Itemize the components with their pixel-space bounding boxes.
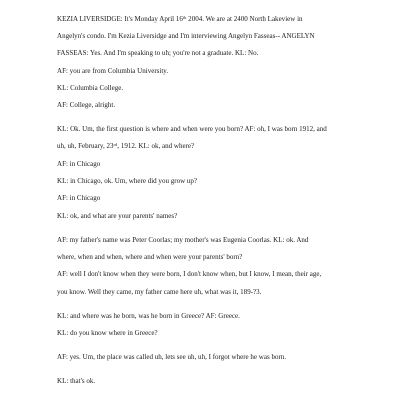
- transcript-line: AF: College, alright.: [57, 101, 116, 109]
- transcript-line: KL: and where was he born, was he born in Greece? AF: Greece.: [57, 312, 240, 320]
- transcript-line: uh, uh, February, 23rd, 1912. KL: ok, and where?: [57, 142, 195, 150]
- transcript-line: KEZIA LIVERSIDGE: It's Monday April 16th 2004. We are at 2400 North Lakeview in: [57, 15, 303, 23]
- transcript-line: KL: Columbia College.: [57, 84, 124, 92]
- transcript-line: you know. Well they came, my father came here uh, what was it, 189-?3.: [57, 288, 262, 296]
- transcript-line: AF: yes. Um, the place was called uh, lets see uh, uh, I forgot where he was born.: [57, 353, 287, 361]
- transcript-line: KL: that's ok.: [57, 377, 96, 385]
- transcript-line: where, when and when, where and when were your parents' born?: [57, 253, 243, 261]
- transcript-line: Angelyn's condo. I'm Kezia Liversidge and I'm interviewing Angelyn Fasseas-- ANGELYN: [57, 32, 315, 40]
- transcript-line: AF: in Chicago: [57, 160, 101, 168]
- transcript-line: AF: well I don't know when they were born, I don't know when, but I know, I mean, their age,: [57, 270, 322, 278]
- transcript-line: AF: you are from Columbia University.: [57, 67, 169, 75]
- transcript-line: KL: ok, and what are your parents' names?: [57, 212, 178, 220]
- transcript-line: AF: my father's name was Peter Coorlas; my mother's was Eugenia Coorlas. KL: ok. And: [57, 236, 309, 244]
- transcript-line: KL: Ok. Um, the first question is where and when were you born? AF: oh, I was born 1912, and: [57, 125, 327, 133]
- transcript-line: FASSEAS: Yes. And I'm speaking to uh; you're not a graduate. KL: No.: [57, 49, 259, 57]
- transcript-line: AF: in Chicago: [57, 194, 101, 202]
- transcript-line: KL: do you know where in Greece?: [57, 329, 158, 337]
- transcript-line: KL: in Chicago, ok. Um, where did you grow up?: [57, 177, 198, 185]
